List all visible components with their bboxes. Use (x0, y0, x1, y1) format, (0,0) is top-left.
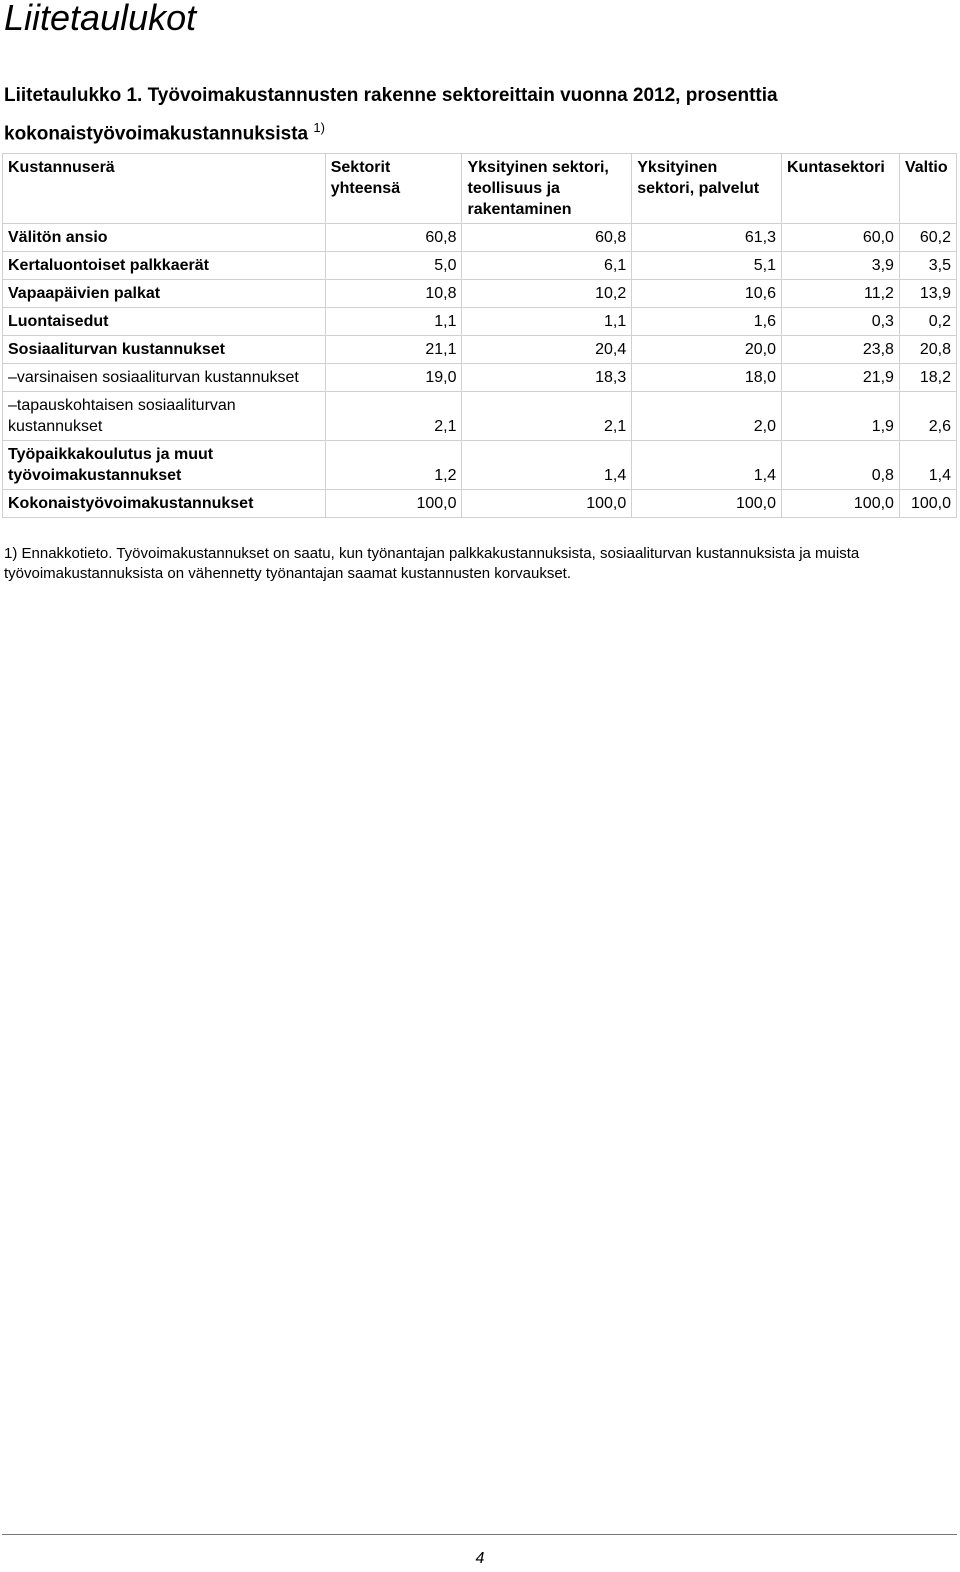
cell-value: 5,0 (325, 252, 462, 280)
cell-value: 11,2 (782, 280, 900, 308)
cell-value: 60,2 (899, 224, 956, 252)
cell-value: 0,8 (782, 441, 900, 490)
cell-value: 0,3 (782, 308, 900, 336)
cell-value: 60,0 (782, 224, 900, 252)
table-row (3, 308, 957, 336)
footnote (4, 544, 954, 584)
cell-value: 21,9 (782, 364, 900, 392)
cell-value: 10,6 (632, 280, 782, 308)
cell-value: 10,2 (462, 280, 632, 308)
cell-value: 6,1 (462, 252, 632, 280)
row-label: Välitön ansio (3, 224, 326, 252)
cell-value: 100,0 (462, 490, 632, 518)
cell-value: 18,0 (632, 364, 782, 392)
cell-value: 100,0 (632, 490, 782, 518)
row-label: Vapaapäivien palkat (3, 280, 326, 308)
cell-value: 1,6 (632, 308, 782, 336)
data-table (2, 153, 957, 518)
cell-value: 10,8 (325, 280, 462, 308)
cell-value: 5,1 (632, 252, 782, 280)
table-header-row (3, 154, 957, 224)
table-row (3, 441, 957, 490)
cell-value: 1,4 (632, 441, 782, 490)
row-label: Työpaikkakoulutus ja muut työvoimakustannukset (3, 441, 326, 490)
table-row (3, 490, 957, 518)
cell-value: 3,9 (782, 252, 900, 280)
cell-value: 3,5 (899, 252, 956, 280)
cell-value: 2,1 (462, 392, 632, 441)
header-kustannusera: Kustannuserä (3, 154, 326, 224)
cell-value: 1,4 (899, 441, 956, 490)
table-row (3, 392, 957, 441)
table-caption (4, 80, 944, 150)
cell-value: 100,0 (899, 490, 956, 518)
footnote-text: Työvoimakustannukset on saatu, kun työnantajan palkkakustannuksista, sosiaaliturvan kustannuksista ja muista työvoimakustannuksista on vähennetty työnantajan saamat kustannusten korvaukset. (4, 545, 860, 582)
cell-value: 2,0 (632, 392, 782, 441)
cell-value: 100,0 (325, 490, 462, 518)
cell-value: 1,1 (325, 308, 462, 336)
table-row (3, 280, 957, 308)
cell-value: 1,4 (462, 441, 632, 490)
table-caption-text: Liitetaulukko 1. Työvoimakustannusten rakenne sektoreittain vuonna 2012, prosenttia kokonaistyövoimakustannuksista (4, 85, 778, 145)
row-label: Sosiaaliturvan kustannukset (3, 336, 326, 364)
header-valtio: Valtio (899, 154, 956, 224)
header-sektorit-yhteensa: Sektorit yhteensä (325, 154, 462, 224)
cell-value: 60,8 (462, 224, 632, 252)
cell-value: 1,1 (462, 308, 632, 336)
cell-value: 1,9 (782, 392, 900, 441)
row-label: Kertaluontoiset palkkaerät (3, 252, 326, 280)
cell-value: 60,8 (325, 224, 462, 252)
table-row (3, 336, 957, 364)
cell-value: 18,3 (462, 364, 632, 392)
cell-value: 2,1 (325, 392, 462, 441)
footer-divider (2, 1534, 957, 1535)
footnote-marker: 1) Ennakkotieto. (4, 545, 113, 562)
row-label: Luontaisedut (3, 308, 326, 336)
cell-value: 21,1 (325, 336, 462, 364)
cell-value: 13,9 (899, 280, 956, 308)
header-yksityinen-palvelut: Yksityinen sektori, palvelut (632, 154, 782, 224)
row-label: –tapauskohtaisen sosiaaliturvan kustannukset (3, 392, 326, 441)
header-kuntasektori: Kuntasektori (782, 154, 900, 224)
cell-value: 2,6 (899, 392, 956, 441)
row-label: –varsinaisen sosiaaliturvan kustannukset (3, 364, 326, 392)
cell-value: 100,0 (782, 490, 900, 518)
table-row (3, 364, 957, 392)
cell-value: 0,2 (899, 308, 956, 336)
cell-value: 20,0 (632, 336, 782, 364)
page-title: Liitetaulukot (4, 0, 197, 38)
table-caption-footnote-ref: 1) (313, 120, 325, 135)
cell-value: 23,8 (782, 336, 900, 364)
table-row (3, 224, 957, 252)
header-yksityinen-teollisuus: Yksityinen sektori, teollisuus ja rakentaminen (462, 154, 632, 224)
page-number: 4 (475, 1550, 485, 1567)
cell-value: 19,0 (325, 364, 462, 392)
cell-value: 20,4 (462, 336, 632, 364)
row-label: Kokonaistyövoimakustannukset (3, 490, 326, 518)
table-row (3, 252, 957, 280)
cell-value: 1,2 (325, 441, 462, 490)
cell-value: 18,2 (899, 364, 956, 392)
cell-value: 20,8 (899, 336, 956, 364)
cell-value: 61,3 (632, 224, 782, 252)
